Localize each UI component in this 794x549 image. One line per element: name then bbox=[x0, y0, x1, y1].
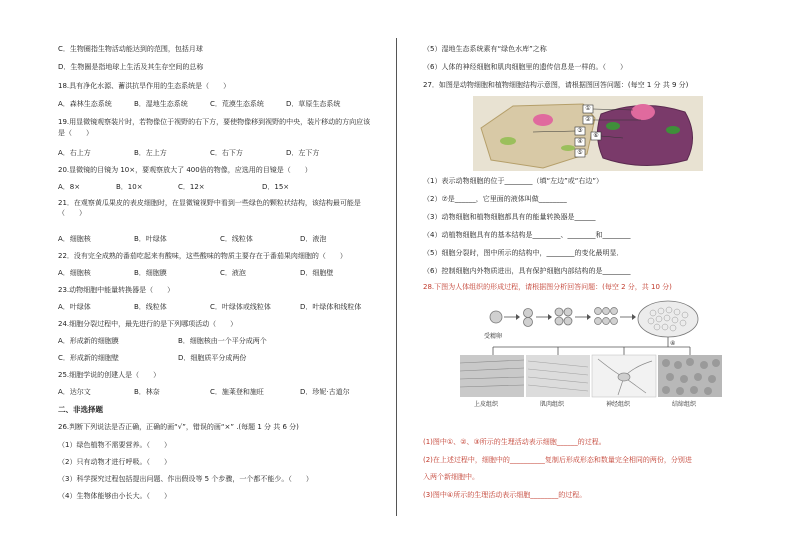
q21-paren: （ ） bbox=[58, 209, 86, 217]
q20-stem: 20.显微镜的目镜为 10×，要观察放大了 400倍的物像，应选用的目镜是（ ） bbox=[58, 166, 312, 174]
eight-cell-c bbox=[611, 308, 618, 315]
q19-option-c: C．右下方 bbox=[210, 149, 243, 157]
q24-option-d: D．细胞质平分成两份 bbox=[178, 354, 247, 362]
q25-stem: 25.细胞学说的创建人是（ ） bbox=[58, 371, 161, 379]
q27-item-6: （6）控制细胞内外物质进出，具有保护细胞内部结构的是________ bbox=[423, 267, 631, 275]
q19-stem-line2: 是（ ） bbox=[58, 129, 93, 137]
q22-stem: 22．没有完全成熟的番茄吃起来有酸味，这些酸味的物质主要存在于番茄果肉细胞的（ ） bbox=[58, 252, 347, 260]
q19-stem-line1: 19.用显微镜观察装片时，若物像位于视野的右下方，要使物像移到视野的中央，装片移动的方向应该 bbox=[58, 118, 371, 126]
q27-item-1: （1）表示动物细胞的位于________（填“左边”或“右边”） bbox=[423, 177, 603, 185]
plant-cell-chloroplast-2 bbox=[666, 126, 680, 134]
animal-cell-nucleus bbox=[533, 114, 553, 126]
q18-option-b: B．湿地生态系统 bbox=[134, 100, 188, 108]
q20-option-c: C．12× bbox=[178, 183, 205, 191]
left-column bbox=[0, 0, 396, 549]
q22-option-c: C．液泡 bbox=[220, 269, 246, 277]
q21-option-c: C．线粒体 bbox=[220, 235, 253, 243]
q18-option-c: C．荒漠生态系统 bbox=[210, 100, 264, 108]
eight-cell-e bbox=[603, 318, 610, 325]
animal-plant-cell-diagram bbox=[473, 96, 703, 171]
animal-cell-mitochondrion-2 bbox=[561, 145, 575, 151]
cell-label-5: ⑤ bbox=[577, 149, 583, 156]
q27-item-2: （2）⑦是______，它里面的液体叫做________ bbox=[423, 195, 567, 203]
plant-cell-chloroplast bbox=[606, 122, 620, 130]
q17-option-d: D．生物圈是指地球上生活及其生存空间的总称 bbox=[58, 63, 204, 71]
q23-option-a: A．叶绿体 bbox=[58, 303, 91, 311]
arrowhead-1 bbox=[516, 314, 520, 320]
q26-item-1: （1）绿色植物不需要营养。（ ） bbox=[58, 441, 171, 449]
q24-option-a: A．形成新的细胞膜 bbox=[58, 337, 119, 345]
q21-option-a: A．细胞核 bbox=[58, 235, 91, 243]
animal-cell-mitochondrion bbox=[500, 137, 516, 145]
tissue-label-epithelial: 上皮组织 bbox=[474, 401, 499, 408]
arrowhead-4 bbox=[632, 314, 636, 320]
q22-option-b: B．细胞膜 bbox=[134, 269, 167, 277]
q26-item-3: （3）科学探究过程包括提出问题、作出假设等 5 个步骤，一个都不能少。（ ） bbox=[58, 475, 313, 483]
q25-option-a: A．达尔文 bbox=[58, 388, 91, 396]
tissue-label-connective: 结缔组织 bbox=[672, 401, 697, 408]
q28-stem: 28.下图为人体组织的形成过程，请根据图分析回答问题：(每空 2 分，共 10 分) bbox=[423, 283, 672, 291]
q27-item-4: （4）动植物细胞具有的基本结构是________、________和________ bbox=[423, 231, 631, 239]
q27-item-3: （3）动物细胞和植物细胞都具有的能量转换器是______ bbox=[423, 213, 596, 221]
q26-item-5: （5）湿地生态系统素有“绿色水库”之称 bbox=[423, 45, 547, 53]
cell-label-2: ② bbox=[585, 116, 591, 123]
q26-item-4: （4）生物体能够由小长大。（ ） bbox=[58, 492, 171, 500]
cell-label-1: ① bbox=[585, 105, 591, 112]
q17-option-c: C．生物圈指生物活动能达到的范围，包括月球 bbox=[58, 45, 203, 53]
q18-option-a: A．森林生态系统 bbox=[58, 100, 112, 108]
q22-option-d: D．细胞壁 bbox=[300, 269, 334, 277]
eight-cell-f bbox=[611, 318, 618, 325]
tissue-diagram-svg bbox=[458, 297, 728, 412]
q26-item-2: （2）只有动物才进行呼吸。（ ） bbox=[58, 458, 171, 466]
tissue-label-muscle: 肌肉组织 bbox=[540, 401, 565, 408]
tissue-label-nerve: 神经组织 bbox=[606, 401, 631, 408]
q26-stem: 26.判断下列说法是否正确，正确的画“√”，错误的画“×” .(每题 1 分 共 6 分) bbox=[58, 423, 299, 431]
q21-option-b: B．叶绿体 bbox=[134, 235, 167, 243]
q20-option-a: A．8× bbox=[58, 183, 81, 191]
muscle-tissue-image bbox=[526, 355, 590, 397]
q18-stem: 18.具有净化水源、蓄洪抗旱作用的生态系统是（ ） bbox=[58, 82, 231, 90]
cell-label-6: ⑥ bbox=[593, 132, 599, 139]
q23-stem: 23.动物细胞中能量转换器是（ ） bbox=[58, 286, 175, 294]
q23-option-d: D．叶绿体和线粒体 bbox=[300, 303, 362, 311]
plant-cell-nucleus bbox=[631, 104, 655, 120]
q25-option-c: C．施莱登和施旺 bbox=[210, 388, 264, 396]
q21-stem: 21．在观察黄瓜果皮的表皮细胞时，在显微镜视野中看到一些绿色的颗粒状结构，该结构最可能是 bbox=[58, 199, 361, 207]
q24-option-b: B．细胞核由一个平分成两个 bbox=[178, 337, 267, 345]
cell-mass bbox=[638, 301, 698, 337]
q28-item-2-cont: 入两个新细胞中。 bbox=[423, 473, 479, 481]
q22-option-a: A．细胞核 bbox=[58, 269, 91, 277]
zygote-cell bbox=[490, 311, 502, 323]
q19-option-d: D．左下方 bbox=[286, 149, 320, 157]
cell-label-3: ③ bbox=[577, 127, 583, 134]
eight-cell-d bbox=[595, 318, 602, 325]
column-divider bbox=[396, 38, 397, 516]
q19-option-a: A．右上方 bbox=[58, 149, 91, 157]
q18-option-d: D．草原生态系统 bbox=[286, 100, 341, 108]
q27-stem: 27．如图是动物细胞和植物细胞结构示意图，请根据图回答问题：(每空 1 分 共 9 分) bbox=[423, 81, 689, 89]
q27-item-5: （5）细胞分裂时，图中所示的结构中，________的变化最明显． bbox=[423, 249, 624, 257]
q26-item-6: （6）人体的神经细胞和肌肉细胞里的遗传信息是一样的。（ ） bbox=[423, 63, 627, 71]
q20-option-b: B．10× bbox=[116, 183, 143, 191]
two-cell-a bbox=[524, 309, 533, 318]
q23-option-c: C．叶绿体或线粒体 bbox=[210, 303, 271, 311]
eight-cell-a bbox=[595, 308, 602, 315]
section-2-heading: 二、非选择题 bbox=[58, 405, 103, 414]
cell-label-4: ④ bbox=[577, 138, 583, 145]
q23-option-b: B．线粒体 bbox=[134, 303, 167, 311]
eight-cell-b bbox=[603, 308, 610, 315]
q28-item-2: (2)在上述过程中，细胞中的__________复制后形成形态和数量完全相同的两份，分别进 bbox=[423, 456, 692, 464]
tissue-formation-diagram bbox=[458, 297, 728, 412]
four-cell-a bbox=[555, 308, 563, 316]
arrowhead-2 bbox=[548, 314, 552, 320]
four-cell-b bbox=[564, 308, 572, 316]
q24-stem: 24.细胞分裂过程中，最先进行的是下列哪项活动（ ） bbox=[58, 320, 238, 328]
q28-item-1: (1)图中①、②、③所示的生理活动表示细胞______的过程。 bbox=[423, 438, 606, 446]
four-cell-d bbox=[564, 317, 572, 325]
two-cell-b bbox=[524, 318, 533, 327]
arrowhead-3 bbox=[587, 314, 591, 320]
q25-option-d: D．珍妮·古道尔 bbox=[300, 388, 350, 396]
q24-option-c: C．形成新的细胞壁 bbox=[58, 354, 119, 362]
right-column bbox=[398, 0, 794, 549]
q21-option-d: D．液泡 bbox=[300, 235, 327, 243]
q28-item-3: (3)图中④所示的生理活动表示细胞________的过程。 bbox=[423, 491, 587, 499]
four-cell-c bbox=[555, 317, 563, 325]
q20-option-d: D．15× bbox=[262, 183, 290, 191]
q19-option-b: B．左上方 bbox=[134, 149, 167, 157]
q25-option-b: B．林奈 bbox=[134, 388, 160, 396]
zygote-label: 受精卵 bbox=[484, 333, 503, 340]
step-4-label: ④ bbox=[670, 340, 676, 347]
